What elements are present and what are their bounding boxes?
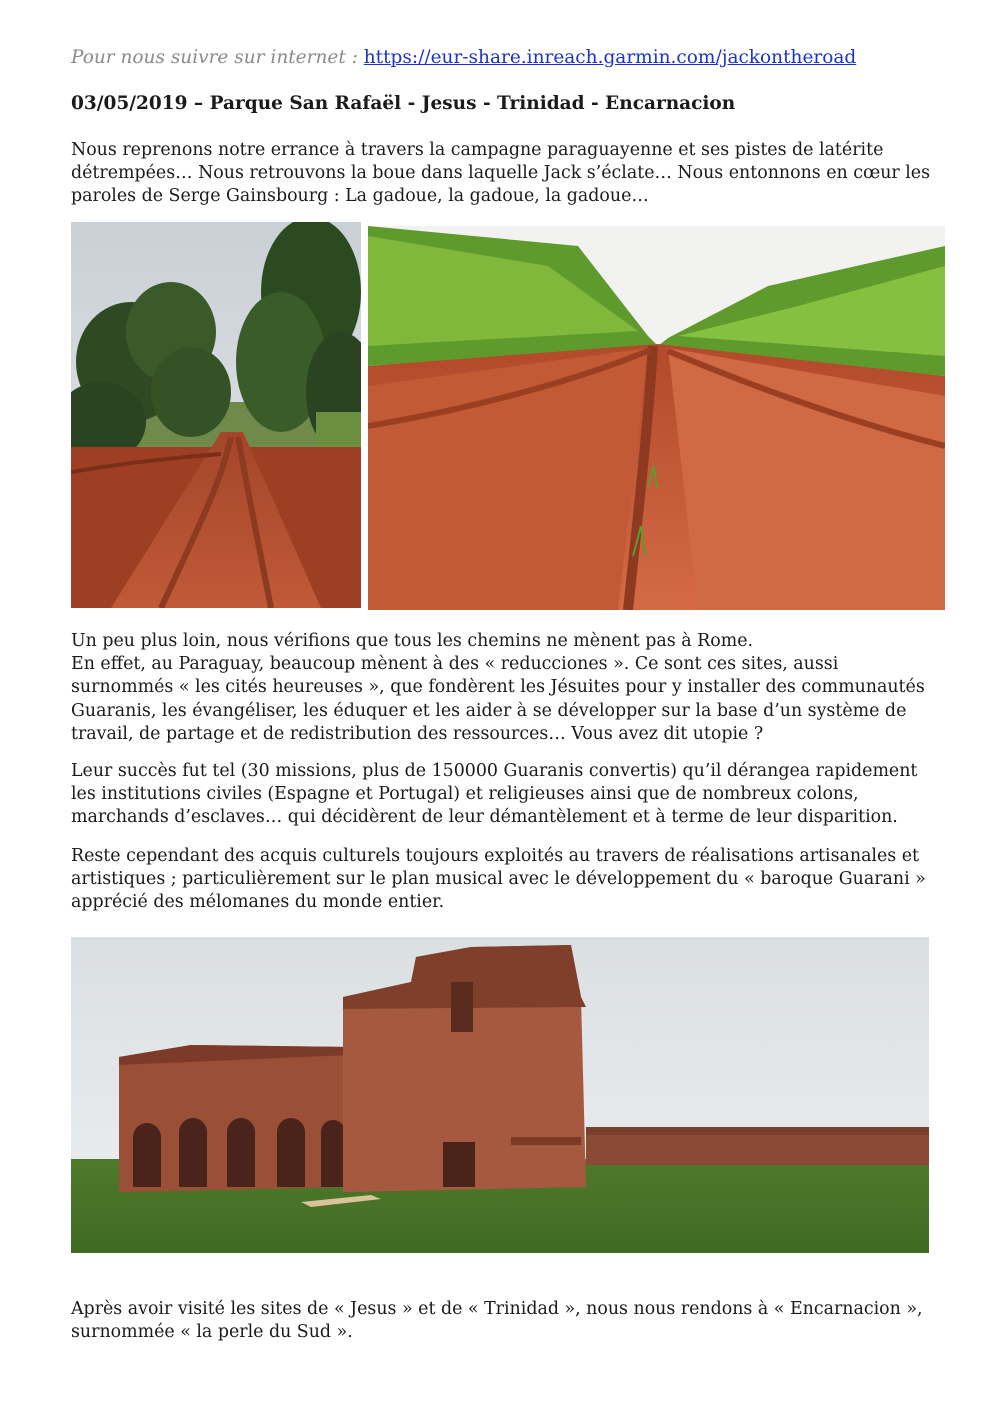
follow-line xyxy=(71,47,856,68)
paragraph-intro: Nous reprenons notre errance à travers la campagne paraguayenne et ses pistes de latérite détrempées… Nous retrouvons la boue dans laquelle Jack s’éclate… Nous entonnons en cœur les paroles de Serge Gainsbourg : La gadoue, la gadoue, la gadoue… xyxy=(71,140,931,207)
photo-muddy-road-cornfield xyxy=(368,226,945,610)
photo-dirt-road-trees xyxy=(71,222,361,608)
photo-jesuit-ruins xyxy=(71,937,929,1253)
follow-label: Pour nous suivre sur internet : xyxy=(71,47,358,68)
page-title: 03/05/2019 – Parque San Rafaël - Jesus - Trinidad - Encarnacion xyxy=(71,93,736,114)
tracking-link[interactable]: https://eur-share.inreach.garmin.com/jackontheroad xyxy=(363,47,857,68)
paragraph-reducciones xyxy=(71,630,943,746)
paragraph-reducciones-text: En effet, au Paraguay, beaucoup mènent à des « reducciones ». Ce sont ces sites, aussi surnommés « les cités heureuses », que fondèrent les Jésuites pour y installer des communautés Guaranis, les évangéliser, les éduquer et les aider à se développer sur la base d’un système de travail, de partage et de redistribution des ressources… Vous avez dit utopie ? xyxy=(71,654,925,744)
paragraph-encarnacion: Après avoir visité les sites de « Jesus » et de « Trinidad », nous nous rendons à « Encarnacion », surnommée « la perle du Sud ». xyxy=(71,1299,923,1343)
paragraph-culture: Reste cependant des acquis culturels toujours exploités au travers de réalisations artisanales et artistiques ; particulièrement sur le plan musical avec le développement du « baroque Guarani » apprécié des mélomanes du monde entier. xyxy=(71,846,926,913)
paragraph-rome-line: Un peu plus loin, nous vérifions que tous les chemins ne mènent pas à Rome. xyxy=(71,631,754,651)
paragraph-success: Leur succès fut tel (30 missions, plus de 150000 Guaranis convertis) qu’il dérangea rapidement les institutions civiles (Espagne et Portugal) et religieuses ainsi que de nombreux colons, marchands d’esclaves… qui décidèrent de leur démantèlement et à terme de leur disparition. xyxy=(71,761,918,828)
